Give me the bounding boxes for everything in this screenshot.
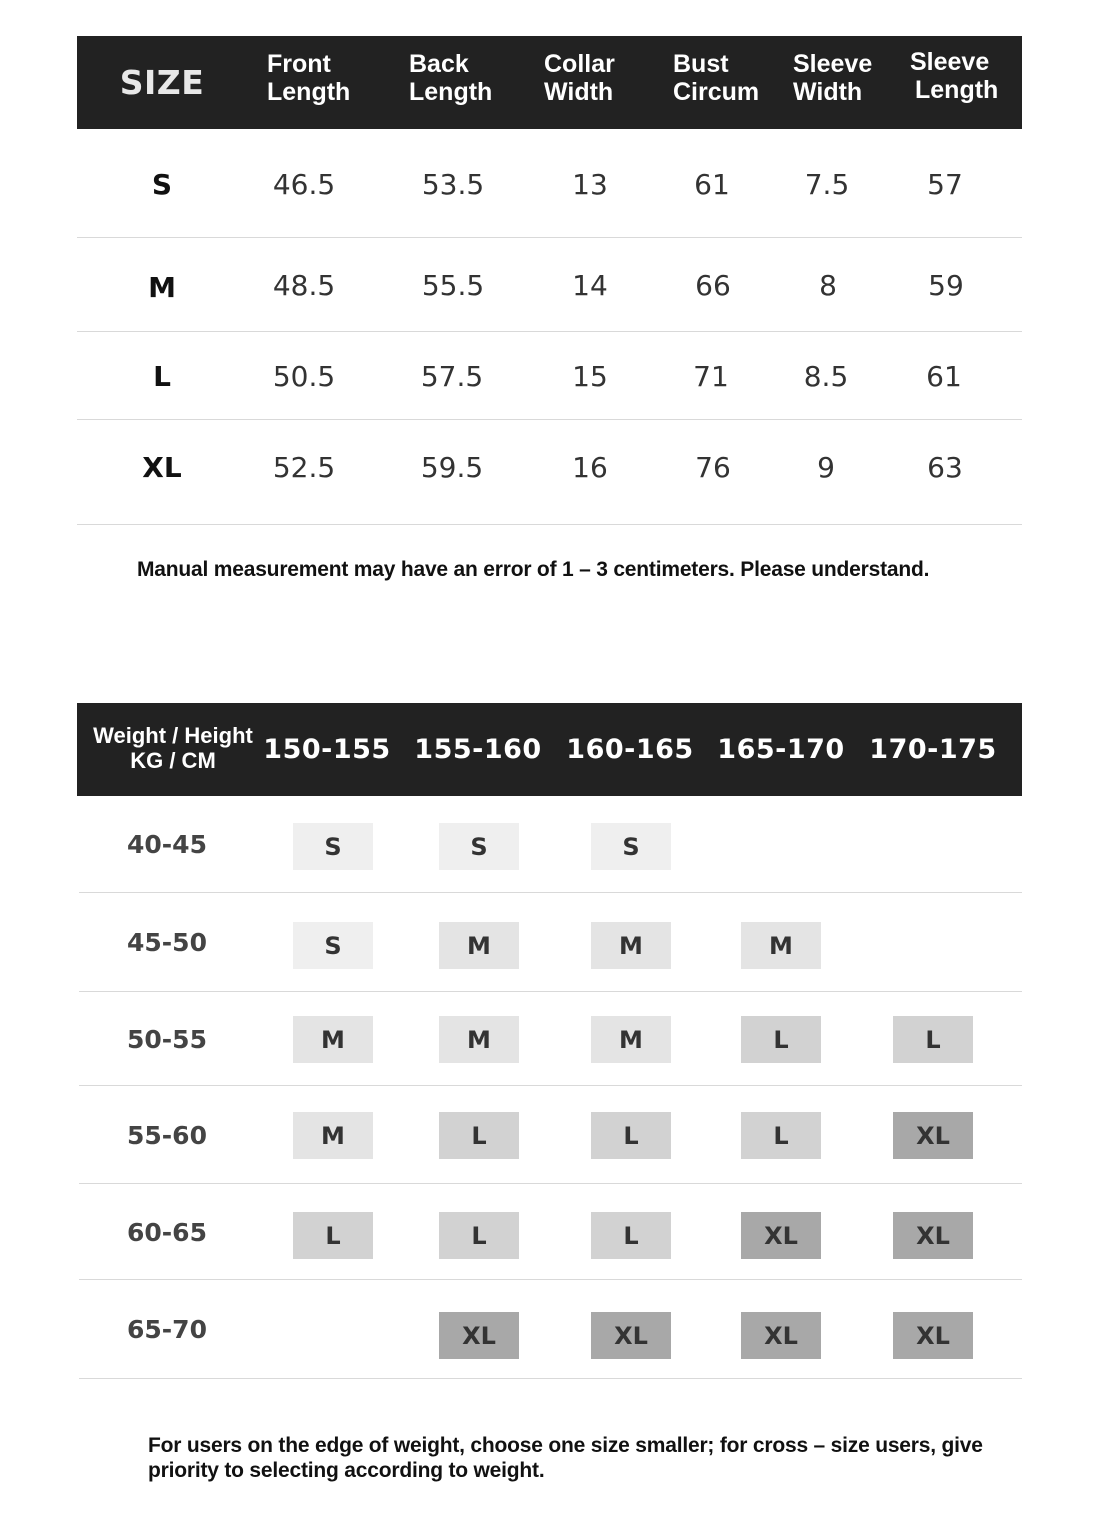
size-recommendation-badge: M [439,1016,519,1063]
size-recommendation-badge: XL [893,1212,973,1259]
size-recommendation-badge: L [741,1016,821,1063]
table-row [77,992,1022,1086]
sleeve-width-value: 8.5 [803,359,849,393]
measurement-note: Manual measurement may have an error of 1 – 3 centimeters. Please understand. [137,558,930,581]
size-recommendation-badge: M [293,1112,373,1159]
sleeve-length-value: 59 [928,268,964,302]
size-recommendation-badge: XL [439,1312,519,1359]
size-recommendation-badge: L [741,1112,821,1159]
size-recommendation-badge: L [439,1212,519,1259]
column-header-bust-circum: Bust Circum [673,50,760,106]
back-length-value: 57.5 [420,359,484,393]
size-label: XL [142,451,182,484]
size-recommendation-badge: XL [893,1312,973,1359]
sleeve-length-value: 61 [926,359,962,393]
table-row [77,893,1022,992]
size-recommendation-badge: L [293,1212,373,1259]
row-divider [79,1378,1022,1379]
size-recommendation-badge: S [591,823,671,870]
front-length-value: 46.5 [272,167,336,201]
collar-width-value: 15 [572,359,608,393]
size-recommendation-badge: M [591,922,671,969]
size-recommendation-badge: L [591,1112,671,1159]
height-header: 150-155 [263,734,391,765]
weight-range-label: 40-45 [127,830,207,859]
table-row [77,332,1022,420]
size-recommendation-badge: M [741,922,821,969]
front-length-value: 50.5 [272,359,336,393]
height-header: 170-175 [869,734,997,765]
weight-range-label: 65-70 [127,1315,207,1344]
table-row [77,1184,1022,1280]
collar-width-value: 14 [572,268,608,302]
bust-circum-value: 66 [695,268,731,302]
weight-range-label: 55-60 [127,1120,207,1150]
sleeve-length-value: 57 [927,167,963,201]
table-row [77,796,1022,893]
front-length-value: 52.5 [272,451,336,484]
column-header-collar-width: Collar Width [544,50,615,106]
size-table-header [77,36,1022,129]
weight-range-label: 50-55 [127,1024,207,1054]
size-label: M [148,270,176,304]
weight-range-label: 45-50 [127,928,207,957]
size-recommendation-badge: S [293,922,373,969]
fit-advice-note: For users on the edge of weight, choose one size smaller; for cross – size users, give priority to selecting according to weight. [148,1434,983,1482]
weight-height-fit-table [77,703,1022,1350]
weight-height-corner-header: Weight / Height KG / CM [93,723,253,773]
size-recommendation-badge: M [591,1016,671,1063]
sleeve-width-value: 9 [817,451,835,484]
table-row [77,1280,1022,1379]
collar-width-value: 13 [572,167,608,201]
sleeve-width-value: 8 [819,268,837,302]
front-length-value: 48.5 [272,268,336,302]
sleeve-length-value: 63 [927,451,963,484]
row-divider [77,129,1022,238]
size-label: S [151,167,173,201]
size-recommendation-badge: L [893,1016,973,1063]
size-recommendation-badge: M [439,922,519,969]
back-length-value: 55.5 [421,268,485,302]
height-header: 155-160 [414,734,542,765]
height-header: 160-165 [566,734,694,765]
size-recommendation-badge: XL [591,1312,671,1359]
size-column-header: SIZE [119,63,205,102]
size-recommendation-badge: M [293,1016,373,1063]
table-row [77,1086,1022,1184]
weight-range-label: 60-65 [127,1217,207,1247]
size-recommendation-badge: XL [741,1212,821,1259]
table-row [77,238,1022,332]
height-header: 165-170 [717,734,845,765]
size-recommendation-badge: L [591,1212,671,1259]
size-measurement-table [77,36,1022,484]
column-header-back-length: Back Length [409,50,493,106]
back-length-value: 59.5 [420,451,484,484]
fit-table-header [77,703,1022,796]
size-recommendation-badge: L [439,1112,519,1159]
size-label: L [153,359,171,393]
size-recommendation-badge: XL [893,1112,973,1159]
column-header-sleeve-length: Sleeve Length [910,48,999,104]
bust-circum-value: 71 [693,359,729,393]
sleeve-width-value: 7.5 [804,167,850,201]
size-recommendation-badge: S [439,823,519,870]
column-header-front-length: Front Length [267,50,351,106]
size-recommendation-badge: XL [741,1312,821,1359]
bust-circum-value: 61 [694,167,730,201]
bust-circum-value: 76 [695,451,731,484]
column-header-sleeve-width: Sleeve Width [793,50,873,106]
size-recommendation-badge: S [293,823,373,870]
table-row [77,420,1022,525]
collar-width-value: 16 [572,451,608,484]
back-length-value: 53.5 [421,167,485,201]
